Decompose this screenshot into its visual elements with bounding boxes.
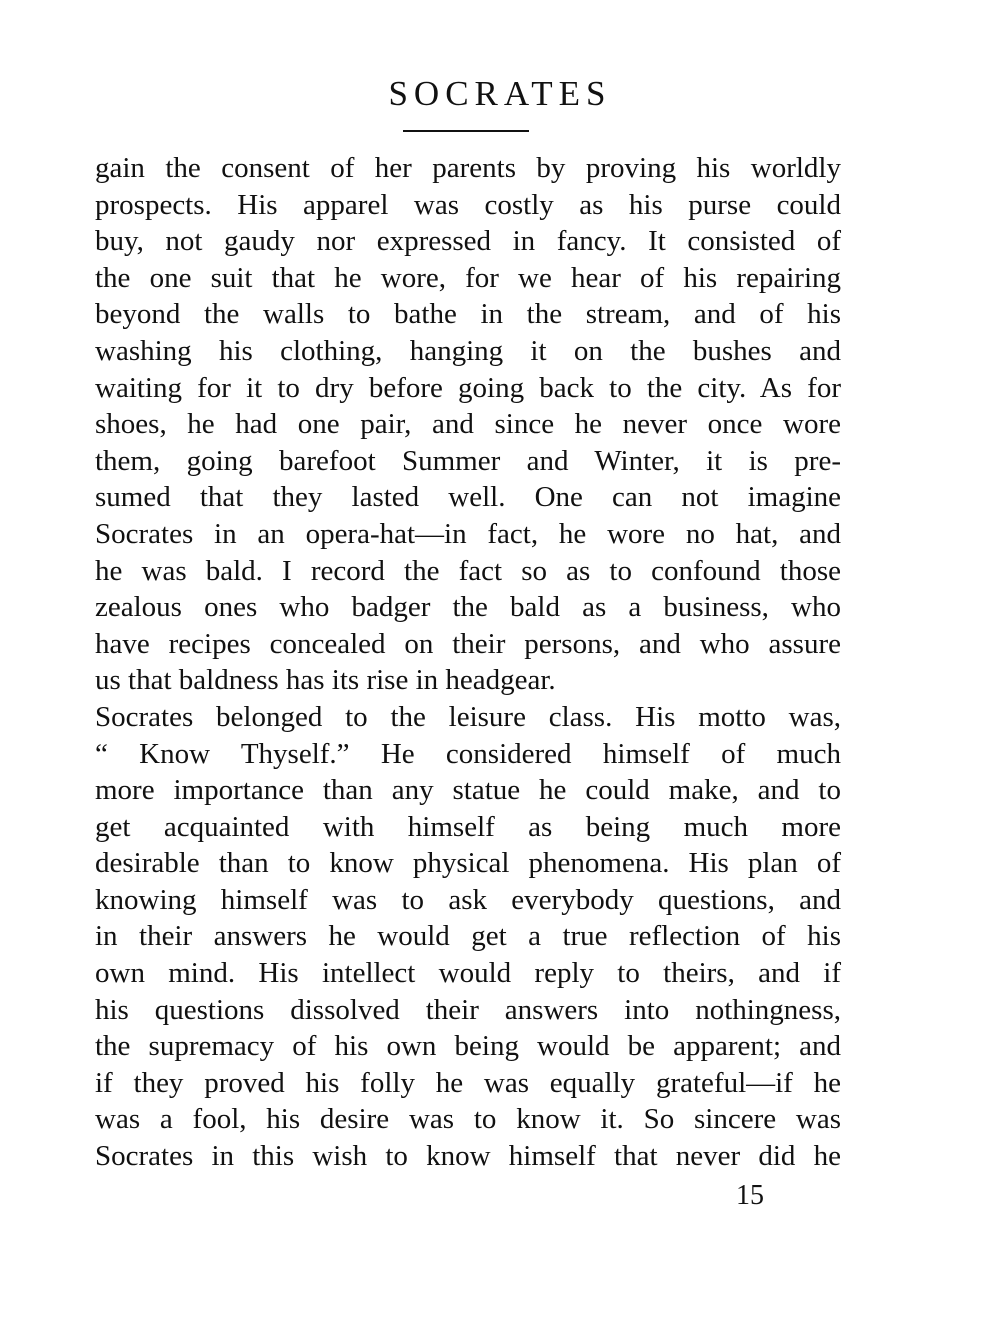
text-line: prospects. His apparel was costly as his purse could bbox=[95, 188, 841, 221]
header-rule bbox=[403, 130, 529, 132]
text-line: shoes, he had one pair, and since he never once wore bbox=[95, 408, 841, 441]
text-line: buy, not gaudy nor expressed in fancy. It consisted of bbox=[95, 225, 841, 258]
text-line: Socrates in an opera-hat—in fact, he wore no hat, and bbox=[95, 517, 841, 550]
text-line: washing his clothing, hanging it on the bushes and bbox=[95, 334, 841, 367]
text-line: desirable than to know physical phenomena. His plan of bbox=[95, 847, 841, 880]
page-number: 15 bbox=[736, 1180, 764, 1211]
running-header-title: SOCRATES bbox=[388, 74, 612, 113]
text-line: “ Know Thyself.” He considered himself of much bbox=[95, 737, 841, 770]
text-line: Socrates in this wish to know himself that never did he bbox=[95, 1140, 841, 1173]
text-line: his questions dissolved their answers into nothingness, bbox=[95, 993, 841, 1026]
paragraph-end-line: us that baldness has its rise in headgear. bbox=[95, 664, 556, 697]
text-line: waiting for it to dry before going back to the city. As for bbox=[95, 371, 841, 404]
text-line: Socrates belonged to the leisure class. His motto was, bbox=[95, 700, 841, 733]
text-line: he was bald. I record the fact so as to confound those bbox=[95, 554, 841, 587]
text-line: them, going barefoot Summer and Winter, it is pre- bbox=[95, 444, 841, 477]
text-line: the supremacy of his own being would be apparent; and bbox=[95, 1030, 841, 1063]
text-line: beyond the walls to bathe in the stream, and of his bbox=[95, 298, 841, 331]
text-line: sumed that they lasted well. One can not imagine bbox=[95, 481, 841, 514]
text-line: gain the consent of her parents by proving his worldly bbox=[95, 152, 841, 184]
text-line: was a fool, his desire was to know it. So sincere was bbox=[95, 1103, 841, 1136]
body-text bbox=[95, 150, 841, 1175]
text-line: own mind. His intellect would reply to theirs, and if bbox=[95, 957, 841, 990]
text-line: more importance than any statue he could make, and to bbox=[95, 774, 841, 807]
text-line: get acquainted with himself as being much more bbox=[95, 810, 841, 843]
text-line: the one suit that he wore, for we hear of his repairing bbox=[95, 261, 841, 294]
text-line: if they proved his folly he was equally grateful—if he bbox=[95, 1066, 841, 1099]
text-line: zealous ones who badger the bald as a business, who bbox=[95, 591, 841, 624]
text-line: knowing himself was to ask everybody questions, and bbox=[95, 883, 841, 916]
text-line: have recipes concealed on their persons, and who assure bbox=[95, 627, 841, 660]
text-line: in their answers he would get a true reflection of his bbox=[95, 920, 841, 953]
